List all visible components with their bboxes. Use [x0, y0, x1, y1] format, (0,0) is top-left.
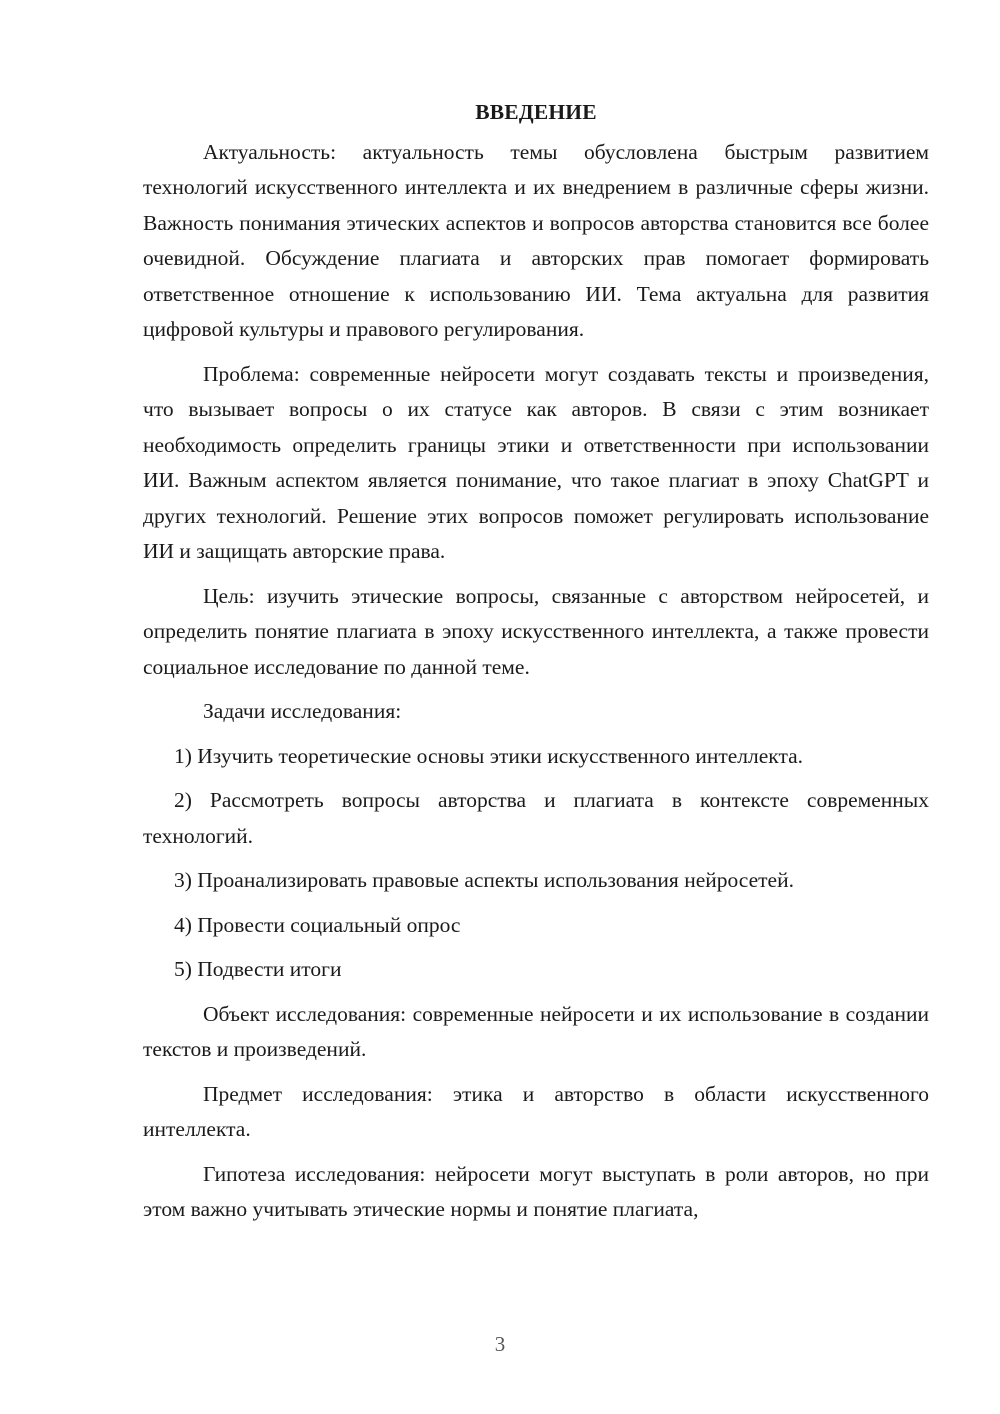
document-page	[143, 95, 929, 1237]
relevance-paragraph: Актуальность: актуальность темы обусловлена быстрым развитием технологий искусственного интеллекта и их внедрением в различные сферы жизни. Важность понимания этических аспектов и вопросов авторства становится все более очевидной. Обсуждение плагиата и авторских прав помогает формировать ответственное отношение к использованию ИИ. Тема актуальна для развития цифровой культуры и правового регулирования.	[143, 139, 929, 341]
section-title: ВВЕДЕНИЕ	[475, 100, 597, 124]
page-number: 3	[494, 1332, 506, 1356]
tasks-heading: Задачи исследования:	[203, 699, 402, 723]
task-item-2: 2) Рассмотреть вопросы авторства и плагиата в контексте современных технологий.	[143, 788, 929, 848]
subject-paragraph: Предмет исследования: этика и авторство в области искусственного интеллекта.	[143, 1081, 929, 1141]
task-item-3: 3) Проанализировать правовые аспекты использования нейросетей.	[174, 868, 794, 892]
hypothesis-paragraph: Гипотеза исследования: нейросети могут выступать в роли авторов, но при этом важно учитывать этические нормы и понятие плагиата,	[143, 1161, 929, 1221]
object-paragraph: Объект исследования: современные нейросети и их использование в создании текстов и произведений.	[143, 1001, 929, 1061]
problem-paragraph: Проблема: современные нейросети могут создавать тексты и произведения, что вызывает вопросы о их статусе как авторов. В связи с этим возникает необходимость определить границы этики и ответственности при использовании ИИ. Важным аспектом является понимание, что такое плагиат в эпоху ChatGPT и других технологий. Решение этих вопросов поможет регулировать использование ИИ и защищать авторские права.	[143, 361, 929, 563]
goal-paragraph: Цель: изучить этические вопросы, связанные с авторством нейросетей, и определить понятие плагиата в эпоху искусственного интеллекта, а также провести социальное исследование по данной теме.	[143, 583, 929, 679]
task-item-1: 1) Изучить теоретические основы этики искусственного интеллекта.	[174, 743, 804, 768]
task-item-4: 4) Провести социальный опрос	[174, 912, 461, 937]
task-item-5: 5) Подвести итоги	[174, 957, 342, 981]
